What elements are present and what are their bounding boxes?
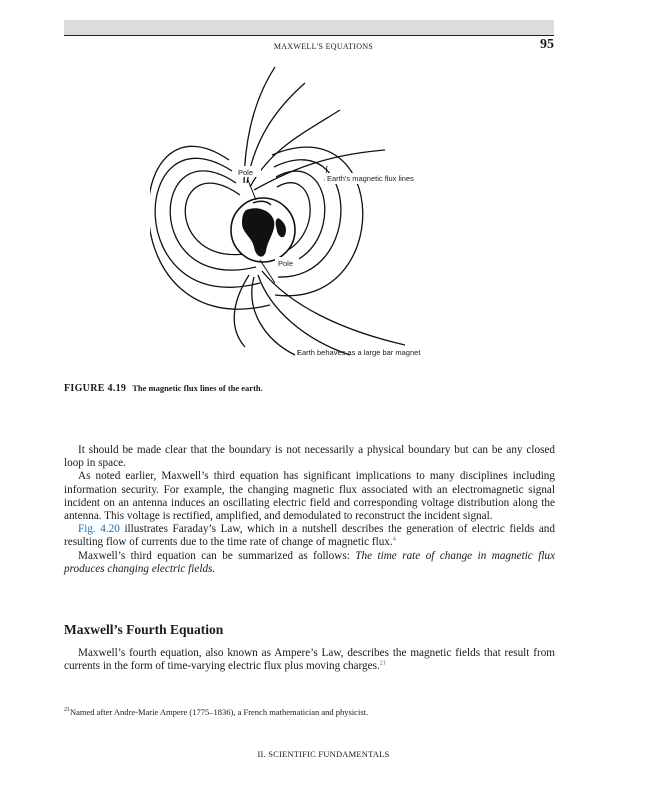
paragraph-2: As noted earlier, Maxwell’s third equation has significant implications to many disciplines including information security. For example, the changing magnetic flux associated with an electromagnetic signal incident on an antenna induces an oscillating electric field and corresponding voltage distribution along the antenna. This voltage is rectified, amplified, and demodulated to reconstruct the incident signal. — [64, 470, 555, 523]
paragraph-4-italic: The time rate of change in magnetic flux produces changing electric fields. — [64, 549, 555, 575]
bar-magnet-label: Earth behaves as a large bar magnet — [297, 348, 421, 357]
paragraph-4 — [64, 550, 555, 576]
earth-flux-figure — [150, 55, 480, 375]
flux-lines-label: Earth's magnetic flux lines — [327, 174, 414, 183]
section-body — [64, 647, 555, 673]
caption-text: The magnetic flux lines of the earth. — [132, 383, 263, 393]
footnote-text: Named after Andre-Marie Ampere (1775–1836), a French mathematician and physicist. — [70, 707, 369, 717]
pole-bottom-label: Pole — [278, 259, 294, 268]
body-text — [64, 444, 555, 576]
section-heading: Maxwell’s Fourth Equation — [64, 622, 224, 637]
running-title: MAXWELL'S EQUATIONS — [273, 42, 374, 51]
page-number: 95 — [540, 37, 554, 52]
paragraph-3-text: illustrates Faraday’s Law, which in a nutshell describes the generation of electric fields and resulting flow of currents due to the time rate of change of magnetic flux. — [64, 523, 555, 549]
footnote-ref-21[interactable]: 21 — [379, 660, 386, 667]
section-paragraph-1-text: Maxwell’s fourth equation, also known as Ampere’s Law, describes the magnetic fields that result from currents in the form of time-varying electric flux plus moving charges. — [64, 647, 555, 673]
footnote-ref-4[interactable]: 4 — [392, 536, 396, 543]
header-rule — [64, 35, 554, 36]
figure-caption — [64, 383, 263, 394]
footnote — [64, 707, 368, 717]
pole-top-label: Pole — [238, 168, 254, 177]
paragraph-3 — [64, 523, 555, 549]
figure-link[interactable]: Fig. 4.20 — [78, 523, 120, 536]
earth-globe-icon — [231, 198, 295, 262]
paragraph-4-text: Maxwell’s third equation can be summarized as follows: — [78, 549, 356, 562]
paragraph-1: It should be made clear that the boundary is not necessarily a physical boundary but can be any closed loop in space. — [64, 444, 555, 470]
header-bar — [64, 20, 554, 35]
section-paragraph-1 — [64, 647, 555, 673]
page-footer: II. SCIENTIFIC FUNDAMENTALS — [257, 749, 390, 759]
caption-number: FIGURE 4.19 — [64, 383, 127, 394]
footnote-number: 21 — [64, 707, 70, 714]
